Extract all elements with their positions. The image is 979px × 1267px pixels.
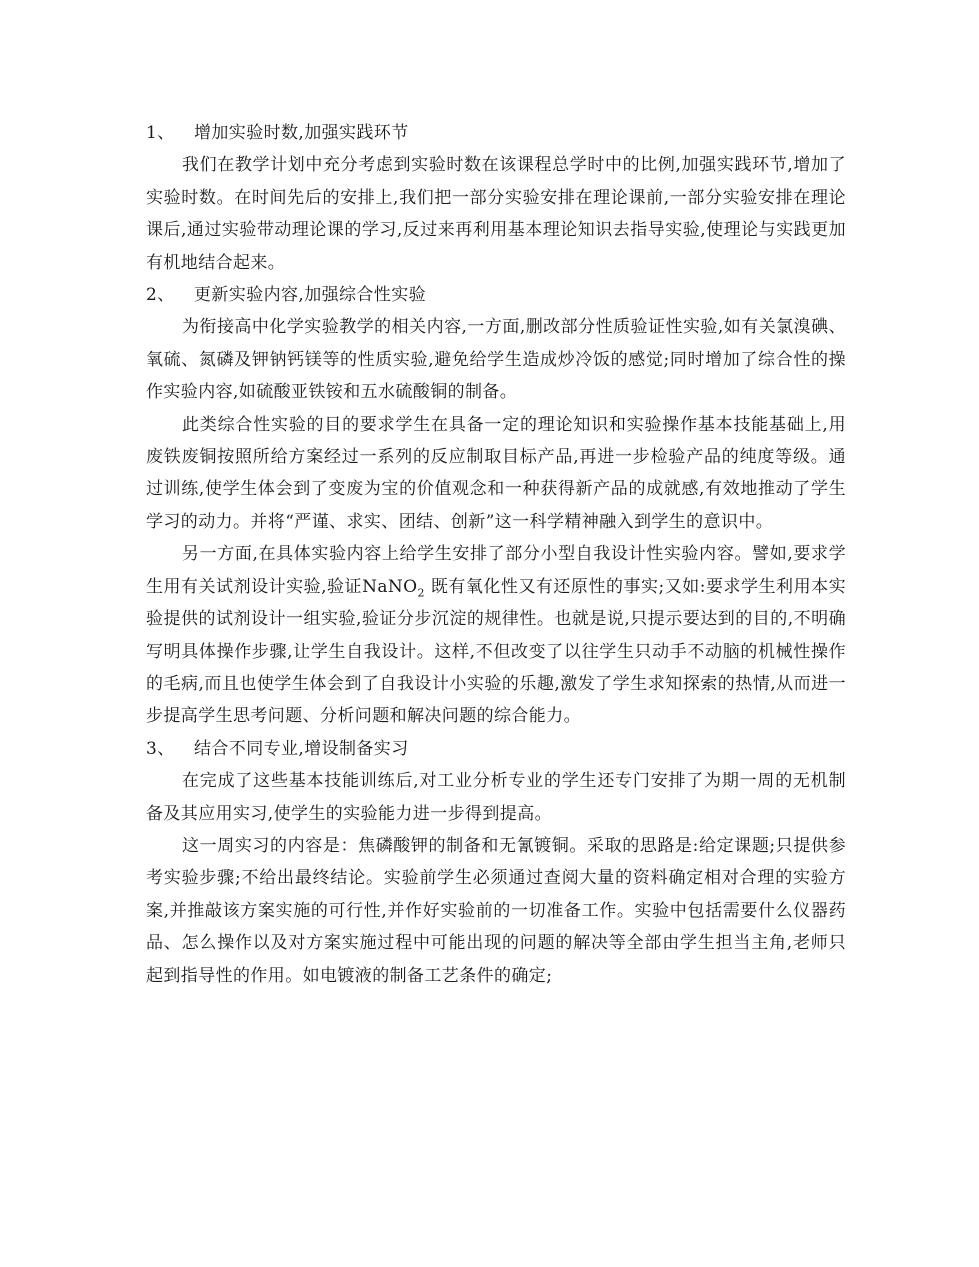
section-heading-3 (146, 733, 846, 765)
paragraph-text-part: 既有氧化性又有还原性的事实;又如:要求学生利用本实验提供的试剂设计一组实验,验证分步沉淀的规律性。也就是说,只提示要达到的目的,不明确写明具体操作步骤,让学生自我设计。这样,不但改变了以往学生只动手不动脑的机械性操作的毛病,而且也使学生体会到了自我设计小实验的乐趣,激发了学生求知探索的热情,从而进一步提高学生思考问题、分析问题和解决问题的综合能力。 (146, 576, 846, 727)
section-number: 1、 (146, 123, 175, 143)
section-heading-2 (146, 279, 846, 311)
paragraph: 这一周实习的内容是：焦磷酸钾的制备和无氰镀铜。采取的思路是:给定课题;只提供参考实验步骤;不给出最终结论。实验前学生必须通过查阅大量的资料确定相对合理的实验方案,并推敲该方案实施的可行性,并作好实验前的一切准备工作。实验中包括需要什么仪器药品、怎么操作以及对方案实施过程中可能出现的问题的解决等全部由学生担当主角,老师只起到指导性的作用。如电镀液的制备工艺条件的确定; (146, 835, 846, 986)
paragraph-with-formula (146, 538, 846, 732)
paragraph: 此类综合性实验的目的要求学生在具备一定的理论知识和实验操作基本技能基础上,用废铁废铜按照所给方案经过一系列的反应制取目标产品,再进一步检验产品的纯度等级。通过训练,使学生体会到了变废为宝的价值观念和一种获得新产品的成就感,有效地推动了学生学习的动力。并将“严谨、求实、团结、创新”这一科学精神融入到学生的意识中。 (146, 414, 846, 532)
section-title: 增加实验时数,加强实践环节 (194, 123, 409, 143)
document-body (146, 117, 846, 992)
section-number: 3、 (146, 738, 175, 759)
section-number: 2、 (146, 285, 175, 306)
section-heading-1 (146, 117, 846, 149)
paragraph: 为衔接高中化学实验教学的相关内容,一方面,删改部分性质验证性实验,如有关氯溴碘、氧硫、氮磷及钾钠钙镁等的性质实验,避免给学生造成炒冷饭的感觉;同时增加了综合性的操作实验内容,如硫酸亚铁铵和五水硫酸铜的制备。 (146, 317, 846, 403)
section-title: 结合不同专业,增设制备实习 (194, 738, 409, 759)
paragraph: 在完成了这些基本技能训练后,对工业分析专业的学生还专门安排了为期一周的无机制备及其应用实习,使学生的实验能力进一步得到提高。 (146, 771, 846, 824)
formula-subscript: 2 (417, 586, 425, 600)
section-title: 更新实验内容,加强综合性实验 (194, 285, 427, 306)
paragraph: 我们在教学计划中充分考虑到实验时数在该课程总学时中的比例,加强实践环节,增加了实验时数。在时间先后的安排上,我们把一部分实验安排在理论课前,一部分实验安排在理论课后,通过实验带动理论课的学习,反过来再利用基本理论知识去指导实验,使理论与实践更加有机地结合起来。 (146, 155, 846, 273)
paragraph-text-part: 另一方面,在具体实验内容上给学生安排了部分小型自我设计性实验内容。譬如,要求学生用有关试剂设计实验,验证NaNO (146, 544, 846, 597)
